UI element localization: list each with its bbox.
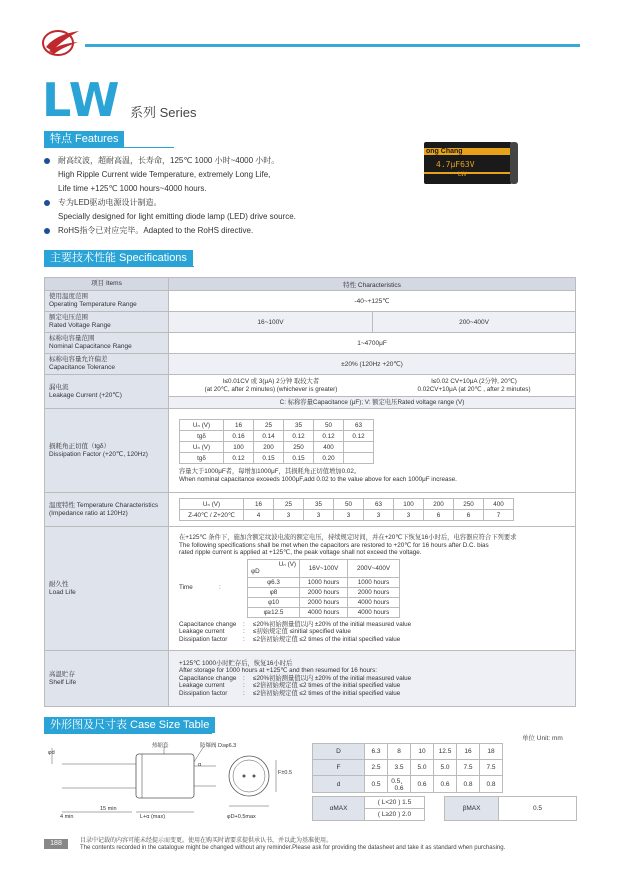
spec-label: [45, 333, 169, 354]
capacitor-series: LW: [458, 172, 467, 178]
alpha-row-1: [313, 797, 577, 809]
spec-row-leakage: [45, 375, 576, 409]
case-drawing: [44, 740, 304, 826]
temp-char-row: [180, 499, 514, 510]
capacitor-brand: ong Chang: [426, 148, 463, 155]
condition-value: ≤初始规定值 ≤initial specified value: [253, 628, 351, 635]
dissipation-table: [179, 419, 374, 464]
shelf-line-1: +125℃ 1000小时贮存后，恢复16小时后: [179, 659, 293, 667]
alpha-gap: [425, 797, 445, 821]
label-en: Shelf Life: [49, 678, 77, 686]
dissipation-cell: 0.16: [224, 431, 254, 442]
dissipation-cell: 200: [254, 442, 284, 453]
spec-label: [45, 291, 169, 312]
dims-table: [312, 743, 503, 793]
spec-value: 1~4700μF: [169, 333, 576, 354]
dissipation-cell: 100: [224, 442, 254, 453]
condition-name: Dissipation factor: [179, 689, 228, 697]
dims-cell: 12.5: [434, 744, 457, 760]
endurance-cell: 1000 hours: [300, 577, 348, 587]
endurance-head-d: φD: [251, 568, 260, 575]
endurance-cell: 4000 hours: [348, 607, 400, 617]
dissipation-cell: tgδ: [180, 453, 224, 464]
condition-value: ≤2倍初始规定值 ≤2 times of the initial specified value: [253, 682, 401, 690]
condition-colon: :: [243, 682, 245, 690]
dissipation-cell: 35: [284, 420, 314, 431]
dims-cell: 3.5: [388, 760, 411, 776]
spec-value: [169, 375, 576, 409]
endurance-intro-en1: The following specifications shall be met when the capacitors are restored to +20℃ for 16 hours after D.C. bias: [179, 541, 489, 549]
endurance-cell: φ6.3: [248, 577, 300, 587]
label-en: Rated Voltage Range: [49, 322, 111, 329]
dissipation-cell: 0.12: [224, 453, 254, 464]
company-logo-icon: [40, 25, 80, 57]
temp-char-row: [180, 510, 514, 521]
temp-char-cell: 3: [364, 510, 394, 521]
dissipation-row: [180, 420, 374, 431]
dims-cell: 0.8: [457, 776, 480, 793]
endurance-time-block: [179, 559, 571, 618]
endurance-cell: 2000 hours: [300, 587, 348, 597]
feature-item: [44, 154, 404, 168]
label-cn: 温度特性 Temperature Characteristics: [49, 501, 159, 509]
drawing-sleeve-label: 热缩套: [152, 743, 169, 749]
drawing-alpha-label: α: [198, 762, 202, 768]
leakage-right-2: 0.02CV+10μA (at 20℃ , after 2 minutes): [417, 385, 531, 393]
alpha-table: [312, 796, 577, 821]
feature-line: 专为LED驱动电源设计制造。: [58, 198, 162, 207]
label-cn: 标称电容量范围: [49, 335, 95, 342]
alpha-r2: ( L≥20 ) 2.0: [365, 809, 425, 821]
dissipation-row: [180, 431, 374, 442]
spec-label: [45, 354, 169, 375]
dissipation-cell: 0.15: [254, 453, 284, 464]
temp-char-cell: 400: [484, 499, 514, 510]
endurance-row: [248, 577, 400, 587]
dissipation-cell: 63: [344, 420, 374, 431]
dims-row: [313, 760, 503, 776]
condition-name: Leakage current: [179, 682, 225, 690]
label-en: Nominal Capacitance Range: [49, 343, 132, 350]
label-en: Dissipation Factor (+20℃, 120Hz): [49, 450, 148, 458]
shelf-line-2: After storage for 1000 hours at +125℃ and then resumed for 16 hours:: [179, 667, 378, 675]
spec-label: [45, 527, 169, 651]
feature-line: RoHS指令已对应完毕。Adapted to the RoHS directive.: [58, 226, 254, 235]
endurance-row: [248, 597, 400, 607]
condition-row: [179, 690, 571, 698]
endurance-row: [248, 587, 400, 597]
leakage-left: [169, 378, 373, 394]
spec-row-endurance: [45, 527, 576, 651]
endurance-cell: 4000 hours: [348, 597, 400, 607]
endurance-cell: 4000 hours: [300, 607, 348, 617]
specs-title: 主要技术性能 Specifications: [44, 250, 193, 266]
leakage-left-2: (at 20℃, after 2 minutes) (whichever is greater): [204, 385, 338, 393]
dims-row: [313, 776, 503, 793]
dissipation-cell: 50: [314, 420, 344, 431]
alpha-label: αMAX: [313, 797, 365, 821]
dims-header-cell: F: [313, 760, 365, 776]
condition-colon: :: [243, 628, 245, 635]
temp-char-cell: 200: [424, 499, 454, 510]
dims-cell: 7.5: [480, 760, 503, 776]
spec-label: [45, 375, 169, 409]
leakage-left-1: I≤0.01CV 或 3(μA) 2分钟 取较大者: [222, 377, 320, 385]
dims-cell: 18: [480, 744, 503, 760]
temp-char-cell: Uₙ (V): [180, 499, 244, 510]
label-en: Operating Temperature Range: [49, 301, 137, 308]
feature-item-cont: High Ripple Current wide Temperature, extremely Long Life,: [58, 170, 271, 179]
alpha-r1: ( L<20 ) 1.5: [365, 797, 425, 809]
condition-name: Dissipation factor: [179, 635, 228, 643]
condition-colon: :: [243, 620, 245, 628]
features-title: 特点 Features: [44, 131, 124, 147]
temp-char-cell: Z-40℃ / Z+20℃: [180, 510, 244, 521]
series-code: LW: [42, 73, 121, 127]
case-underline: [44, 733, 212, 734]
dissipation-cell: Uₙ (V): [180, 442, 224, 453]
header-rule: [85, 44, 580, 47]
condition-row: [179, 621, 571, 629]
temp-char-cell: 6: [424, 510, 454, 521]
label-cn: 使用温度范围: [49, 293, 88, 300]
leakage-formulas: [169, 376, 575, 397]
dims-header-cell: D: [313, 744, 365, 760]
temp-char-cell: 25: [274, 499, 304, 510]
spec-value: [169, 493, 576, 527]
specs-underline: [44, 266, 194, 267]
temp-char-cell: 16: [244, 499, 274, 510]
dissipation-cell: 0.12: [284, 431, 314, 442]
endurance-intro-en2: rated ripple current is applied at +125℃, the peak voltage shall not exceed the voltage.: [179, 549, 422, 556]
temp-char-cell: 6: [454, 510, 484, 521]
spec-value: -40~+125℃: [169, 291, 576, 312]
leakage-right: [373, 378, 575, 394]
temp-char-cell: 35: [304, 499, 334, 510]
condition-colon: :: [243, 689, 245, 697]
endurance-table: [247, 559, 400, 618]
feature-item: [44, 224, 404, 238]
condition-row: [179, 682, 571, 690]
drawing-lead-a: 15 min: [100, 806, 117, 812]
shelf-conditions: [179, 675, 571, 698]
endurance-cell: 2000 hours: [348, 587, 400, 597]
dissipation-cell: 0.14: [254, 431, 284, 442]
condition-name: Capacitance change: [179, 674, 237, 682]
label-cn: 漏电流: [49, 383, 69, 391]
drawing-dia-label: φD+0.5max: [227, 814, 256, 820]
drawing-len-label: L+α (max): [140, 814, 166, 820]
dims-cell: 7.5: [457, 760, 480, 776]
endurance-cell: 2000 hours: [300, 597, 348, 607]
label-en: Load Life: [49, 588, 76, 596]
temp-char-cell: 250: [454, 499, 484, 510]
label-cn: 损耗角正切值（tgδ）: [49, 442, 111, 450]
dissipation-cell: [344, 453, 374, 464]
dissipation-cell: 16: [224, 420, 254, 431]
dissipation-cell: 25: [254, 420, 284, 431]
temp-char-cell: 4: [244, 510, 274, 521]
condition-name: Capacitance change: [179, 620, 237, 628]
feature-line: 耐高纹波，超耐高温，长寿命，125℃ 1000 小时~4000 小时。: [58, 156, 280, 165]
dissipation-cell: 0.12: [344, 431, 374, 442]
unit-label: 单位 Unit: mm: [522, 735, 563, 742]
features-list: [44, 154, 404, 238]
spec-row-optemp: [45, 291, 576, 312]
drawing-lead-b: 4 min: [60, 814, 74, 820]
spec-head-items: 项目 Items: [45, 278, 169, 291]
drawing-vent-label: 防爆阀 D≥φ6.3: [200, 743, 237, 749]
condition-value: ≤20%初始测量值以内 ±20% of the initial measured value: [253, 620, 412, 628]
spec-label: [45, 651, 169, 707]
spec-row-voltage: [45, 312, 576, 333]
dims-cell: 5.0: [434, 760, 457, 776]
feature-item: [44, 196, 404, 210]
temp-char-cell: 7: [484, 510, 514, 521]
condition-row: [179, 628, 571, 636]
endurance-head-row: [248, 559, 400, 577]
dims-cell: 0.6: [411, 776, 434, 793]
dissipation-cell: 0.15: [284, 453, 314, 464]
condition-colon: :: [243, 674, 245, 682]
spec-label: [45, 409, 169, 493]
footer-note: [80, 838, 580, 852]
label-cn: 高温贮存: [49, 670, 75, 678]
spec-head-row: [45, 278, 576, 291]
dissipation-cell: Uₙ (V): [180, 420, 224, 431]
condition-row: [179, 636, 571, 644]
feature-item-cont: Life time +125℃ 1000 hours~4000 hours.: [58, 184, 207, 193]
capacitor-marking: 4.7μF63V: [436, 160, 475, 169]
temp-char-cell: 50: [334, 499, 364, 510]
beta-value: 0.5: [499, 797, 577, 821]
endurance-time-colon: :: [219, 584, 221, 592]
spec-table: [44, 277, 576, 707]
dims-cell: 0.5、0.6: [388, 776, 411, 793]
dims-row: [313, 744, 503, 760]
endurance-head-low: 16V~100V: [300, 559, 348, 577]
endurance-head-high: 200V~400V: [348, 559, 400, 577]
dissipation-cell: tgδ: [180, 431, 224, 442]
footer-note-en: The contents recorded in the catalogue might be changed without any reminder.Please ask for providing the datasheet and take it as standard when purchasing.: [80, 845, 506, 851]
condition-colon: :: [243, 635, 245, 643]
leakage-note: C: 标称容量Capacitance (μF); V: 额定电压Rated voltage range (V): [169, 397, 575, 408]
dissipation-cell: 250: [284, 442, 314, 453]
dims-header-cell: d: [313, 776, 365, 793]
dissipation-row: [180, 442, 374, 453]
endurance-conditions: [179, 621, 571, 644]
spec-value: [169, 409, 576, 493]
spec-label: [45, 493, 169, 527]
drawing-d-label: φd: [48, 750, 55, 756]
dissipation-cell: [344, 442, 374, 453]
spec-label: [45, 312, 169, 333]
endurance-cell: φ8: [248, 587, 300, 597]
endurance-intro-cn: 在+125℃ 条件下，施加含额定纹波电流的额定电压，持续规定时间，并在+20℃下恢复16小时后，电容器应符合下列要求: [179, 534, 517, 541]
endurance-row: [248, 607, 400, 617]
case-title: 外形图及尺寸表 Case Size Table: [44, 717, 215, 733]
spec-value: 16~100V: [169, 312, 373, 333]
temp-char-table: [179, 498, 514, 521]
drawing-f-label: F±0.5: [278, 770, 293, 776]
dims-cell: 0.5: [365, 776, 388, 793]
feature-item-cont: Specially designed for light emitting diode lamp (LED) drive source.: [58, 212, 296, 221]
spec-row-tempchar: [45, 493, 576, 527]
dims-cell: 10: [411, 744, 434, 760]
features-underline: [44, 147, 174, 148]
endurance-time-label: Time: [179, 584, 193, 592]
spec-value: 200~400V: [373, 312, 576, 333]
dims-cell: 6.3: [365, 744, 388, 760]
temp-char-cell: 100: [394, 499, 424, 510]
spec-head-char: 特性 Characteristics: [169, 278, 576, 291]
temp-char-cell: 3: [304, 510, 334, 521]
label-cn: 标称电容量允许偏差: [49, 356, 108, 363]
temp-char-cell: 3: [394, 510, 424, 521]
dissipation-row: [180, 453, 374, 464]
beta-label: βMAX: [445, 797, 499, 821]
page-number: 188: [44, 839, 68, 849]
condition-name: Leakage current: [179, 628, 225, 635]
temp-char-cell: 3: [334, 510, 364, 521]
label-cn: 耐久性: [49, 580, 69, 588]
spec-value: [169, 651, 576, 707]
dims-cell: 0.8: [480, 776, 503, 793]
dissipation-note-en: When nominal capacitance exceeds 1000μF,add 0.02 to the value above for each 1000μF increase.: [179, 475, 457, 483]
dissipation-cell: 0.20: [314, 453, 344, 464]
temp-char-cell: 63: [364, 499, 394, 510]
label-en: (Impedance ratio at 120Hz): [49, 509, 128, 517]
spec-row-dissipation: [45, 409, 576, 493]
condition-value: ≤2倍初始规定值 ≤2 times of the initial specified value: [253, 689, 401, 697]
footer-note-cn: 目录中记载的内容可能未经提示而变更。使用在购买时请要求提供承认书，并以此为基准使用。: [80, 838, 333, 844]
condition-value: ≤2倍初始规定值 ≤2 times of the initial specified value: [253, 635, 401, 643]
dims-cell: 8: [388, 744, 411, 760]
spec-value: [169, 527, 576, 651]
spec-value: ±20% (120Hz +20℃): [169, 354, 576, 375]
dims-cell: 16: [457, 744, 480, 760]
endurance-cell: φ≥12.5: [248, 607, 300, 617]
endurance-head-diag: [248, 559, 300, 577]
condition-value: ≤20%初始测量值以内 ±20% of the initial measured value: [253, 674, 412, 682]
dissipation-cell: 400: [314, 442, 344, 453]
dims-cell: 5.0: [411, 760, 434, 776]
endurance-cell: 1000 hours: [348, 577, 400, 587]
spec-row-shelf: [45, 651, 576, 707]
label-en: Capacitance Tolerance: [49, 364, 116, 371]
endurance-cell: φ10: [248, 597, 300, 607]
dissipation-note-cn: 容量大于1000μF者，每增加1000μF，其损耗角正切值增加0.02。: [179, 468, 361, 475]
label-cn: 额定电压范围: [49, 314, 88, 321]
leakage-right-1: I≤0.02 CV+10μA (2分钟, 20℃): [431, 377, 517, 385]
dims-cell: 0.6: [434, 776, 457, 793]
dims-cell: 2.5: [365, 760, 388, 776]
spec-row-tolerance: [45, 354, 576, 375]
temp-char-cell: 3: [274, 510, 304, 521]
spec-row-capacitance: [45, 333, 576, 354]
dissipation-cell: 0.12: [314, 431, 344, 442]
label-en: Leakage Current (+20℃): [49, 391, 122, 399]
series-name: 系列 Series: [130, 105, 197, 120]
endurance-head-un: Uₙ (V): [278, 561, 296, 568]
